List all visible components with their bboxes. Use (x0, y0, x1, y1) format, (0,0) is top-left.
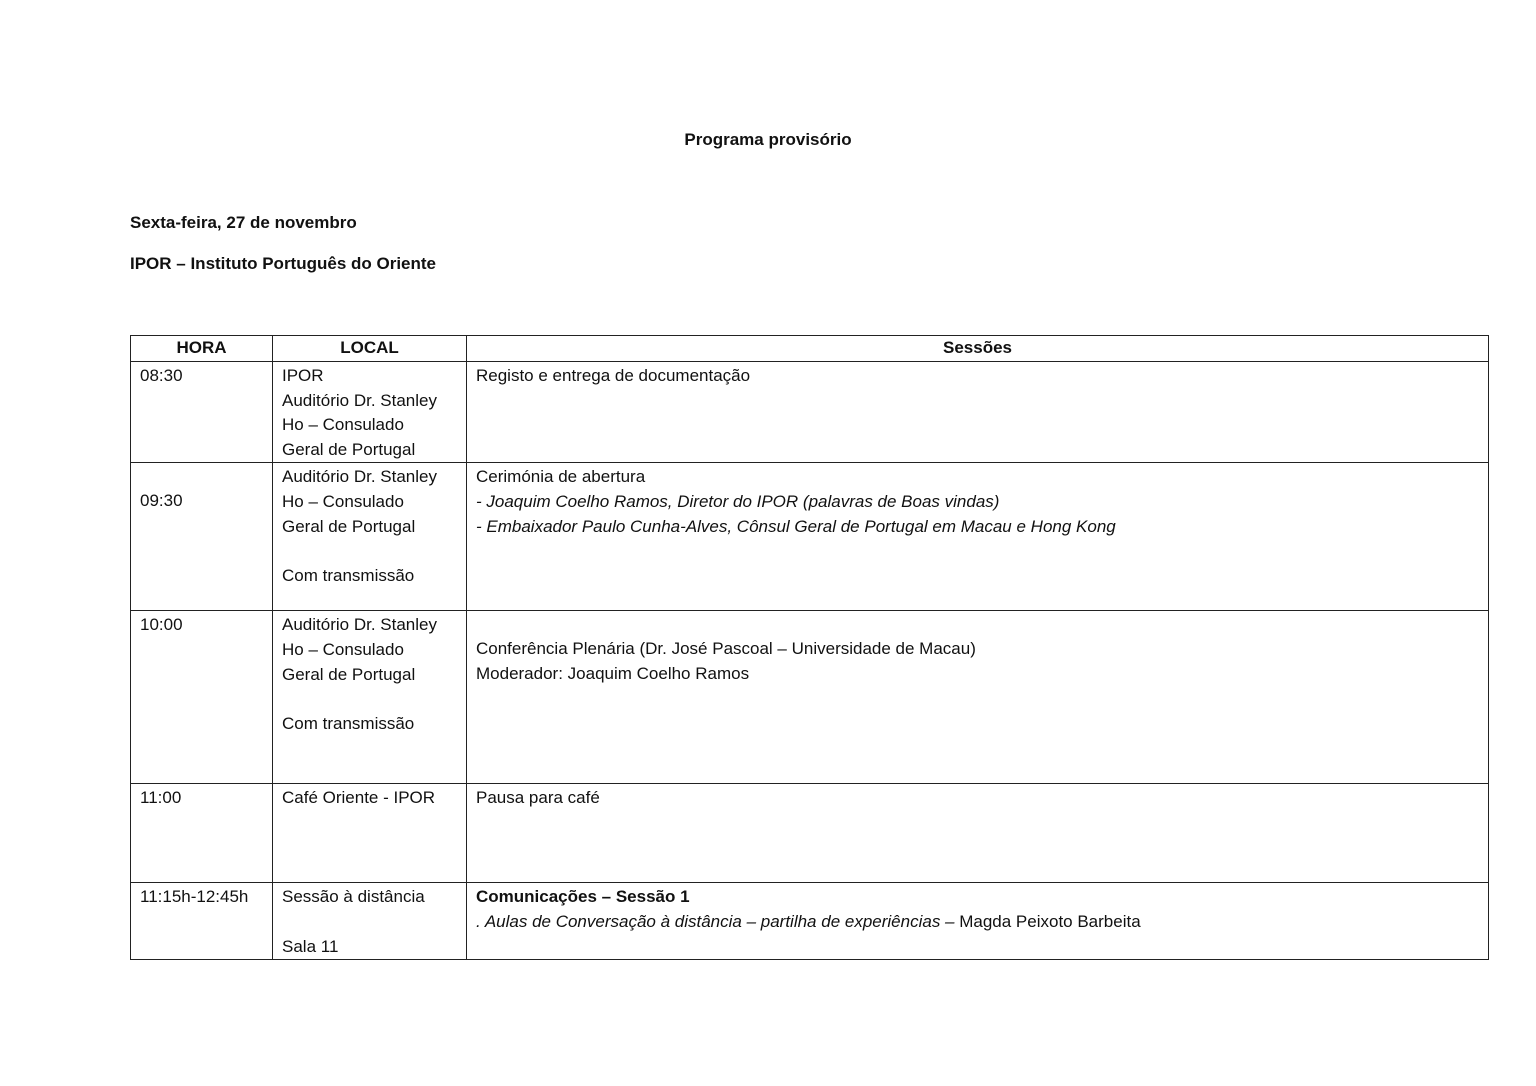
hora-text: 11:00 (140, 788, 182, 808)
local-line: Auditório Dr. Stanley (282, 615, 437, 635)
document-title: Programa provisório (684, 130, 852, 149)
cell-sessoes (467, 611, 1489, 784)
table-row (131, 463, 1489, 611)
talk-title: . Aulas de Conversação à distância – partilha de experiências (476, 911, 941, 931)
table-row (131, 362, 1489, 463)
schedule-table (130, 335, 1489, 960)
cell-hora (131, 883, 273, 960)
local-line: Geral de Portugal (282, 664, 416, 684)
cell-sessoes (467, 784, 1489, 883)
header-hora: HORA (131, 336, 273, 362)
cell-sessoes (467, 463, 1489, 611)
local-line: Ho – Consulado (282, 415, 404, 435)
header-sessoes: Sessões (467, 336, 1489, 362)
local-line: Café Oriente - IPOR (282, 788, 436, 808)
event-date: Sexta-feira, 27 de novembro (130, 213, 357, 232)
talk-separator: – (940, 911, 960, 931)
local-line: IPOR (282, 366, 324, 385)
cell-hora (131, 463, 273, 611)
spacer (282, 687, 457, 712)
table-row (131, 784, 1489, 883)
cell-hora (131, 784, 273, 883)
session-text: Moderador: Joaquim Coelho Ramos (476, 663, 750, 683)
local-line: Com transmissão (282, 713, 415, 733)
cell-hora (131, 611, 273, 784)
table-row (131, 883, 1489, 960)
local-line: Sala 11 (282, 936, 339, 956)
local-line: Ho – Consulado (282, 491, 404, 511)
session-speaker: - Joaquim Coelho Ramos, Diretor do IPOR (palavras de Boas vindas) (476, 491, 1000, 511)
local-line: Geral de Portugal (282, 516, 416, 536)
hora-text: 08:30 (140, 366, 183, 385)
talk-author: Magda Peixoto Barbeita (959, 911, 1141, 931)
local-line: Auditório Dr. Stanley (282, 390, 437, 410)
header-local: LOCAL (273, 336, 467, 362)
cell-local (273, 784, 467, 883)
event-venue: IPOR – Instituto Português do Oriente (130, 254, 437, 273)
cell-local (273, 883, 467, 960)
table-header-row (131, 336, 1489, 362)
table-row (131, 611, 1489, 784)
session-heading: Comunicações – Sessão 1 (476, 887, 690, 907)
local-line: Geral de Portugal (282, 439, 416, 459)
local-line: Com transmissão (282, 565, 415, 585)
talk-line (476, 910, 1479, 935)
local-line: Sessão à distância (282, 887, 425, 907)
spacer (282, 910, 457, 935)
session-speaker: - Embaixador Paulo Cunha-Alves, Cônsul Geral de Portugal em Macau e Hong Kong (476, 516, 1116, 536)
cell-local (273, 362, 467, 463)
cell-sessoes (467, 883, 1489, 960)
session-text: Conferência Plenária (Dr. José Pascoal – Universidade de Macau) (476, 639, 976, 659)
session-text: Registo e entrega de documentação (476, 366, 751, 385)
local-line: Ho – Consulado (282, 639, 404, 659)
cell-local (273, 463, 467, 611)
cell-sessoes (467, 362, 1489, 463)
hora-text: 10:00 (140, 615, 183, 635)
session-text: Pausa para café (476, 788, 600, 808)
local-line: Auditório Dr. Stanley (282, 467, 437, 487)
session-heading: Cerimónia de abertura (476, 467, 646, 487)
hora-text: 11:15h-12:45h (140, 887, 249, 907)
spacer (282, 539, 457, 564)
cell-hora (131, 362, 273, 463)
cell-local (273, 611, 467, 784)
hora-text: 09:30 (140, 491, 183, 511)
